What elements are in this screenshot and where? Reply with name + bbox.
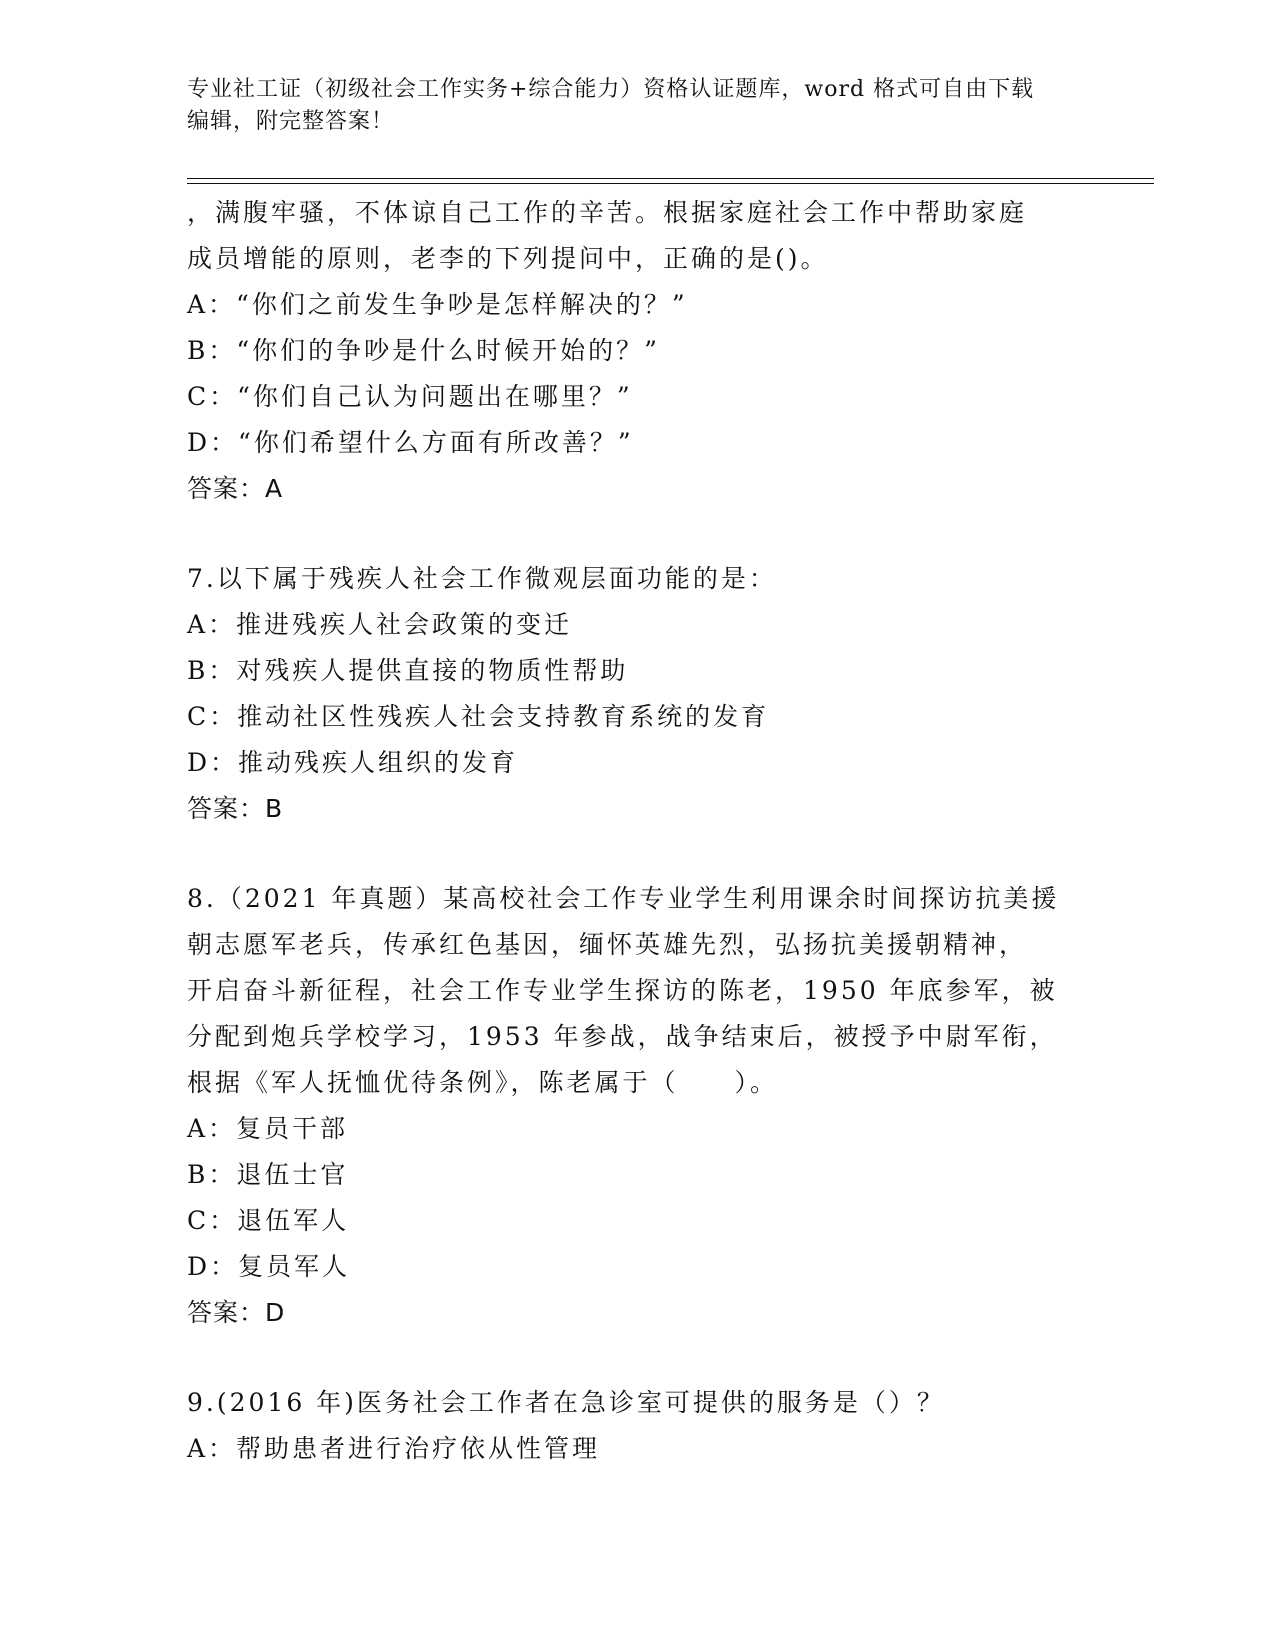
- header-line-1: 专业社工证（初级社会工作实务+综合能力）资格认证题库，word 格式可自由下载: [187, 77, 1035, 102]
- header-divider-top: [187, 178, 1154, 179]
- option-c: C：推动社区性残疾人社会支持教育系统的发育: [187, 702, 770, 731]
- option-a: A：推进残疾人社会政策的变迁: [187, 610, 573, 639]
- spacer: [187, 832, 1087, 876]
- answer: 答案：A: [187, 474, 284, 503]
- option-c: C：退伍军人: [187, 1206, 350, 1235]
- question-stem-line: 7.以下属于残疾人社会工作微观层面功能的是：: [187, 564, 777, 593]
- spacer: [187, 512, 1087, 556]
- question-stem-line: 根据《军人抚恤优待条例》，陈老属于（ ）。: [187, 1068, 779, 1097]
- question-stem-line: 分配到炮兵学校学习，1953 年参战，战争结束后，被授予中尉军衔，: [187, 1022, 1058, 1051]
- question-7: [187, 556, 1087, 832]
- option-a: A：“你们之前发生争吵是怎样解决的？”: [187, 290, 688, 319]
- option-b: B：对残疾人提供直接的物质性帮助: [187, 656, 629, 685]
- header-divider-bottom: [187, 183, 1154, 184]
- option-c: C：“你们自己认为问题出在哪里？”: [187, 382, 633, 411]
- question-stem-line: 朝志愿军老兵，传承红色基因，缅怀英雄先烈，弘扬抗美援朝精神，: [187, 930, 1028, 959]
- spacer: [187, 1336, 1087, 1380]
- option-a: A：帮助患者进行治疗依从性管理: [187, 1434, 601, 1463]
- page-header: [187, 74, 1087, 138]
- question-8: [187, 876, 1087, 1336]
- option-d: D：推动残疾人组织的发育: [187, 748, 519, 777]
- header-line-2: 编辑，附完整答案！: [187, 109, 395, 134]
- answer: 答案：D: [187, 1298, 286, 1327]
- option-b: B：“你们的争吵是什么时候开始的？”: [187, 336, 660, 365]
- question-stem-line: 9.(2016 年)医务社会工作者在急诊室可提供的服务是（）？: [187, 1388, 945, 1417]
- question-stem-line: 开启奋斗新征程，社会工作专业学生探访的陈老，1950 年底参军，被: [187, 976, 1058, 1005]
- question-content: [187, 190, 1087, 1472]
- question-9: [187, 1380, 1087, 1472]
- option-d: D：“你们希望什么方面有所改善？”: [187, 428, 634, 457]
- question-stem-line: 8.（2021 年真题）某高校社会工作专业学生利用课余时间探访抗美援: [187, 884, 1060, 913]
- question-stem-line: 成员增能的原则，老李的下列提问中，正确的是()。: [187, 244, 829, 273]
- option-a: A：复员干部: [187, 1114, 349, 1143]
- option-d: D：复员军人: [187, 1252, 351, 1281]
- answer: 答案：B: [187, 794, 284, 823]
- option-b: B：退伍士官: [187, 1160, 349, 1189]
- question-6: [187, 190, 1087, 512]
- question-stem-line: ，满腹牢骚，不体谅自己工作的辛苦。根据家庭社会工作中帮助家庭: [187, 198, 1028, 227]
